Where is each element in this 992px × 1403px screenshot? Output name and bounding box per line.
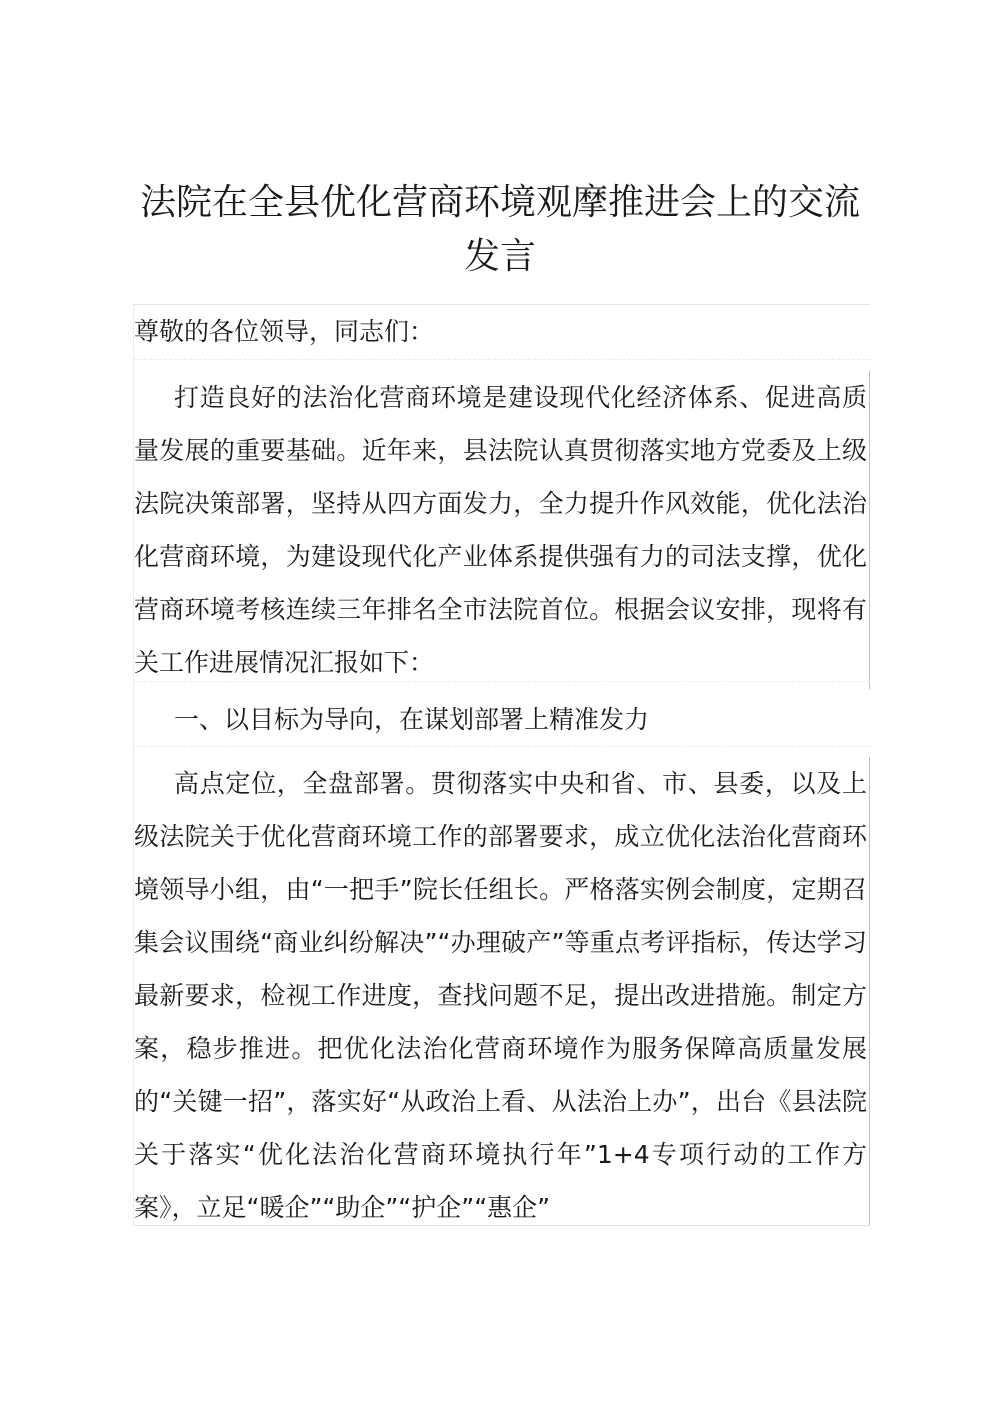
document-body xyxy=(133,304,870,1226)
paragraph-divider xyxy=(134,359,870,360)
section-1-paragraph: 高点定位，全盘部署。贯彻落实中央和省、市、县委，以及上级法院关于优化营商环境工作的部署要求，成立优化法治化营商环境领导小组，由“一把手”院长任组长。严格落实例会制度，定期召集会议围绕“商业纠纷解决”“办理破产”等重点考评指标，传达学习最新要求，检视工作进度，查找问题不足，提出改进措施。制定方案，稳步推进。把优化法治化营商环境作为服务保障高质量发展的“关键一招”，落实好“从政治上看、从法治上办”，出台《县法院关于落实“优化法治化营商环境执行年”1+4专项行动的工作方案》，立足“暖企”“助企”“护企”“惠企” xyxy=(134,757,870,1225)
paragraph-divider xyxy=(134,681,870,682)
paragraph-divider xyxy=(134,746,870,747)
section-heading-1: 一、以目标为导向，在谋划部署上精准发力 xyxy=(174,705,650,734)
document-title: 法院在全县优化营商环境观摩推进会上的交流发言 xyxy=(139,182,860,277)
greeting-paragraph: 尊敬的各位领导，同志们： xyxy=(134,317,435,346)
intro-paragraph: 打造良好的法治化营商环境是建设现代化经济体系、促进高质量发展的重要基础。近年来，县法院认真贯彻落实地方党委及上级法院决策部署，坚持从四方面发力，全力提升作风效能，优化法治化营商环境，为建设现代化产业体系提供强有力的司法支撑，优化营商环境考核连续三年排名全市法院首位。根据会议安排，现将有关工作进展情况汇报如下： xyxy=(134,371,870,689)
